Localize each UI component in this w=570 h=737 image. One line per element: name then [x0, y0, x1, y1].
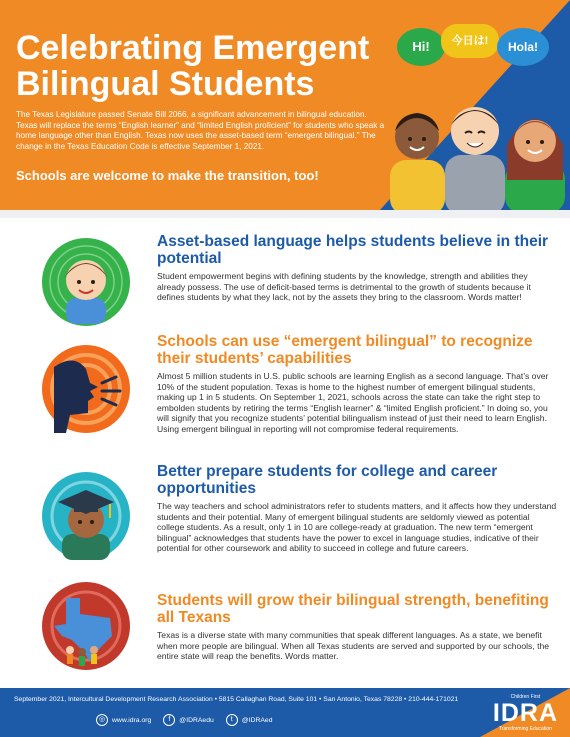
section-asset-based-language	[157, 233, 557, 303]
globe-icon: ◎	[96, 714, 108, 726]
footer-address: September 2021, Intercultural Development Research Association • 5815 Callaghan Road, Suite 101 • San Antonio, Texas 78228 • 210-444-171021	[14, 696, 459, 703]
twitter-link[interactable]: t @IDRAed	[226, 714, 273, 726]
texas-map-icon	[40, 580, 132, 672]
speech-bubble-konnichiwa: 今日は!	[441, 24, 499, 58]
section-college-career	[157, 463, 557, 554]
section-bilingual-strength	[157, 592, 557, 662]
section-body: Texas is a diverse state with many communities that speak different languages. As a state, we benefit when more people are bilingual. When all Texas students are served and supported by our schools, the entire state will reap the benefits. Words matter.	[157, 630, 550, 662]
section-body: Student empowerment begins with defining students by the knowledge, strength and abilities they already possess. The use of deficit-based terms is detrimental to the growth of students because it defines students by what they lack, not by the assets they bring to the classroom. Words matter!	[157, 271, 531, 303]
header-banner	[0, 0, 570, 210]
section-body: Almost 5 million students in U.S. public schools are learning English as a second language. That’s over 10% of the student population. Texas is home to the highest number of emergent bilingual students, making up 1 in 5 students. On September 1, 2021, schools across the state can take the right step to embolden students by retiring the terms “English learner” & “limited English proficient.” In doing so, you will signify that you recognize students’ potential bilingualism instead of just their need to learn English. Using emergent bilingual in reporting will not compromise federal requirements.	[157, 371, 549, 434]
student-face-icon	[40, 236, 132, 328]
section-emergent-bilingual	[157, 333, 557, 435]
header-divider-band	[0, 210, 570, 218]
section-body: The way teachers and school administrators refer to students matters, and it affects how they understand students and their potential. Many of emergent bilingual students are seldomly viewed as potential college students. As a result, only 1 in 10 are college-ready at graduation. The new term “emergent bilingual” acknowledges that students have the power to excel in language studies, indicative of their potential for other coursework and ability to succeed in college and future careers.	[157, 501, 557, 554]
footer-socials	[96, 714, 272, 726]
facebook-icon: f	[163, 714, 175, 726]
twitter-icon: t	[226, 714, 238, 726]
speech-bubble-hi: Hi!	[397, 28, 445, 66]
section-title: Schools can use “emergent bilingual” to recognize their students’ capabilities	[157, 333, 533, 367]
page-title: Celebrating Emergent Bilingual Students	[16, 29, 370, 103]
idra-logo: Children First IDRA Transforming Education	[492, 694, 558, 732]
footer	[0, 688, 570, 737]
tagline: Schools are welcome to make the transition, too!	[16, 168, 319, 183]
facebook-link[interactable]: f @IDRAedu	[163, 714, 213, 726]
section-title: Better prepare students for college and career opportunities	[157, 463, 498, 497]
section-title: Students will grow their bilingual strength, benefiting all Texans	[157, 592, 549, 626]
section-title: Asset-based language helps students believe in their potential	[157, 233, 549, 267]
speaking-head-icon	[40, 343, 132, 435]
speech-bubble-hola: Hola!	[497, 28, 549, 66]
website-link[interactable]: ◎ www.idra.org	[96, 714, 151, 726]
students-illustration	[385, 85, 570, 210]
graduate-icon	[40, 470, 132, 562]
intro-text: The Texas Legislature passed Senate Bill 2066, a significant advancement in bilingual education. Texas will replace the terms “English learner” and “limited English proficient” for students who speak a home language other than English. Texas now uses the asset-based term “emergent bilingual.” The change in the Texas Education Code is effective September 1, 2021.	[16, 110, 385, 151]
